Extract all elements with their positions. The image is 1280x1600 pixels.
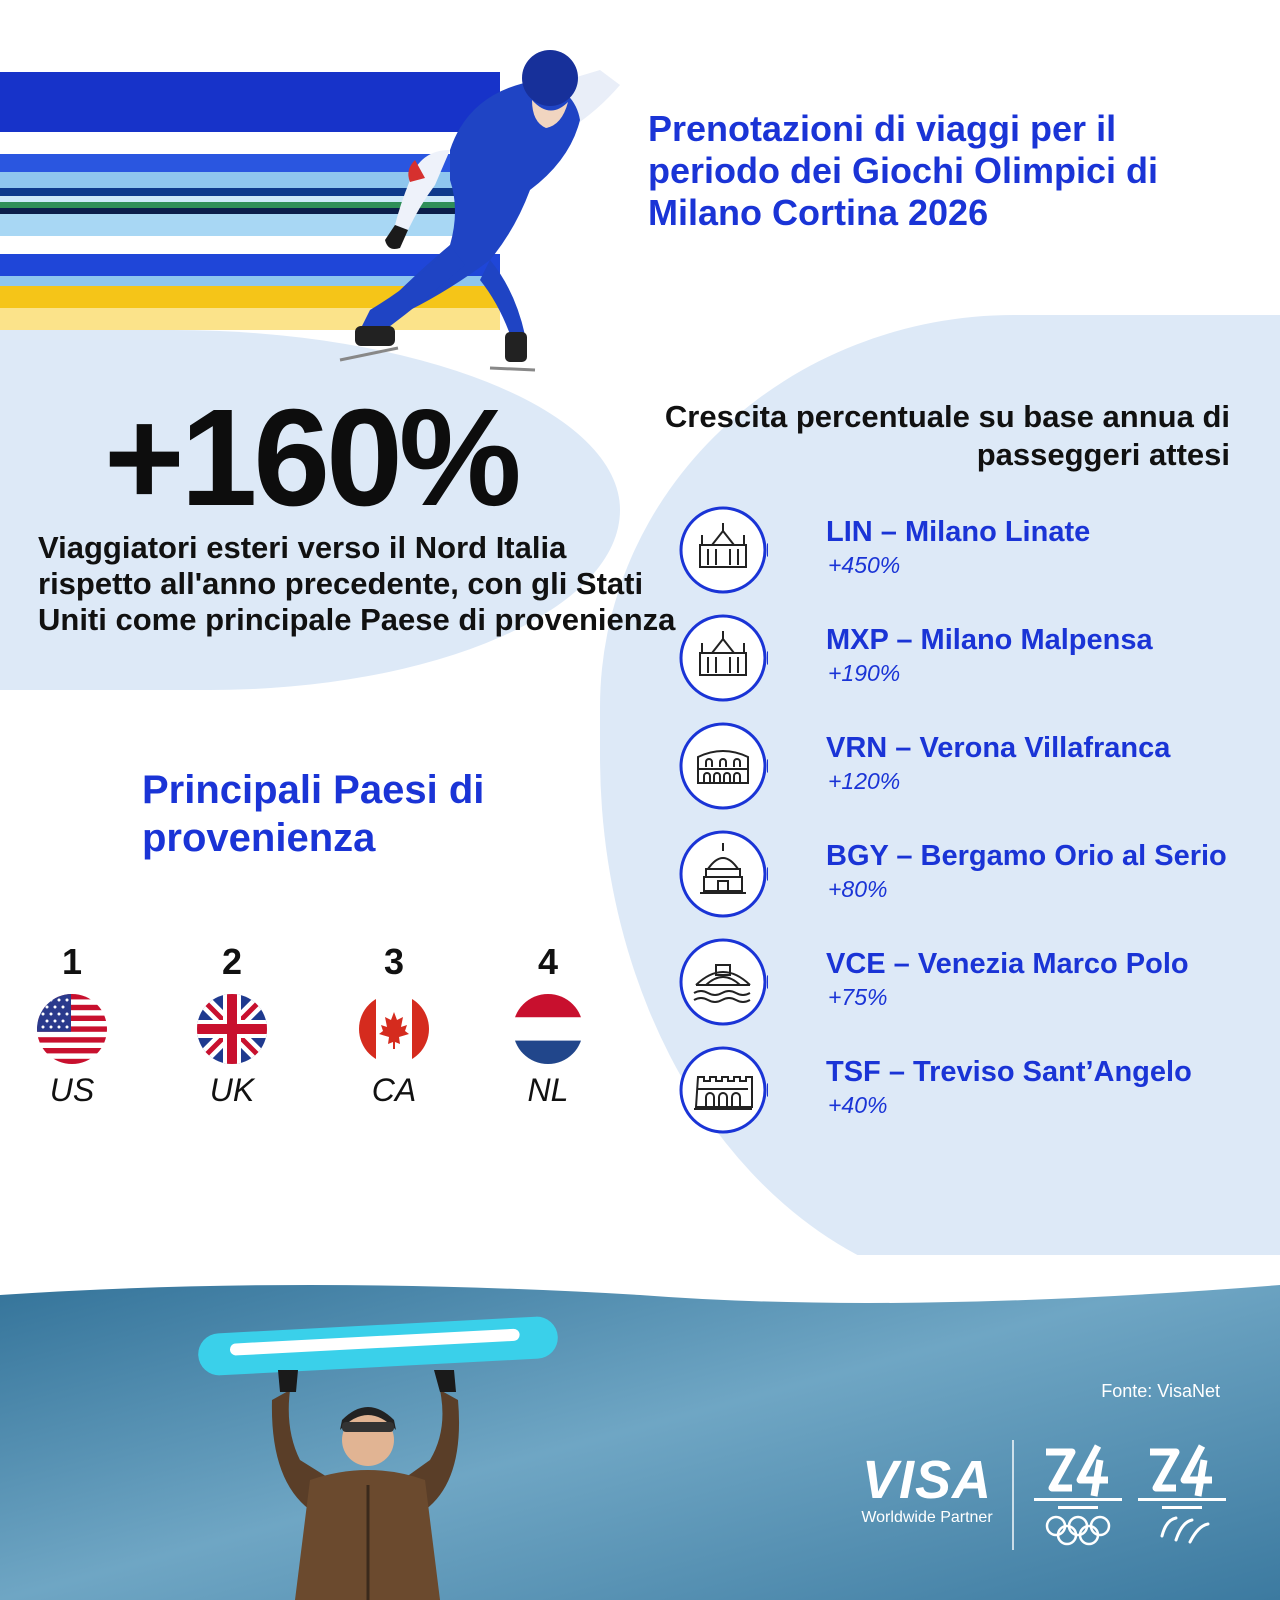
airport-row-bgy — [678, 829, 1258, 919]
country-rank: 1 — [61, 941, 83, 982]
country-code: CA — [371, 1072, 417, 1108]
country-code: UK — [209, 1072, 255, 1108]
country-code: US — [49, 1072, 95, 1108]
airport-name: VCE – Venezia Marco Polo — [826, 948, 1189, 980]
page-title: Prenotazioni di viaggi per il periodo dei Giochi Olimpici di Milano Cortina 2026 — [648, 108, 1159, 233]
country-rank: 2 — [221, 941, 243, 982]
source-note: Fonte: VisaNet — [1101, 1381, 1220, 1401]
airport-row-lin — [678, 505, 1258, 595]
airport-name: LIN – Milano Linate — [826, 516, 1091, 548]
netherlands-flag-icon — [513, 994, 583, 1064]
speed-skater-illustration — [300, 30, 660, 390]
country-rank: 4 — [537, 941, 559, 982]
duomo-icon — [678, 505, 768, 595]
airport-percentage: +450% — [828, 552, 901, 578]
growth-title: Crescita percentuale su base annua di passeggeri attesi — [664, 399, 1230, 472]
airport-name: TSF – Treviso Sant’Angelo — [826, 1056, 1192, 1088]
airport-name: BGY – Bergamo Orio al Serio — [826, 840, 1227, 872]
airport-name: VRN – Verona Villafranca — [826, 732, 1171, 764]
airport-row-mxp — [678, 613, 1258, 703]
olympic-games-logo — [1028, 1440, 1128, 1550]
visa-partner-label: Worldwide Partner — [861, 1509, 993, 1526]
arena-icon — [678, 721, 768, 811]
airport-row-tsf — [678, 1045, 1258, 1135]
country-item-uk — [172, 940, 292, 1110]
airport-percentage: +80% — [828, 876, 888, 902]
airport-row-vce — [678, 937, 1258, 1027]
canada-flag-icon — [359, 994, 429, 1064]
logo-divider — [1012, 1440, 1014, 1550]
country-rank: 3 — [383, 941, 405, 982]
country-code: NL — [527, 1072, 569, 1108]
airport-name: MXP – Milano Malpensa — [826, 624, 1153, 656]
duomo-icon — [678, 613, 768, 703]
castle-icon — [678, 1045, 768, 1135]
snowboarder-illustration — [190, 1310, 570, 1600]
headline-percentage: +160% — [104, 381, 518, 535]
visa-wordmark: VISA — [861, 1450, 993, 1510]
country-item-nl — [488, 940, 608, 1110]
paralympic-games-logo — [1132, 1440, 1232, 1550]
headline-description: Viaggiatori esteri verso il Nord Italia rispetto all'anno precedente, con gli Stati Uniti come principale Paese di provenienza — [38, 530, 676, 637]
airport-row-vrn — [678, 721, 1258, 811]
airport-percentage: +120% — [828, 768, 901, 794]
us-flag-icon — [37, 994, 107, 1064]
countries-title: Principali Paesi di provenienza — [142, 768, 485, 860]
airport-percentage: +75% — [828, 984, 888, 1010]
uk-flag-icon — [197, 994, 267, 1064]
country-item-us — [12, 940, 132, 1110]
cupola-icon — [678, 829, 768, 919]
rialto-bridge-icon — [678, 937, 768, 1027]
country-item-ca — [334, 940, 454, 1110]
visa-logo — [852, 1452, 1002, 1528]
airport-percentage: +190% — [828, 660, 901, 686]
airport-percentage: +40% — [828, 1092, 888, 1118]
